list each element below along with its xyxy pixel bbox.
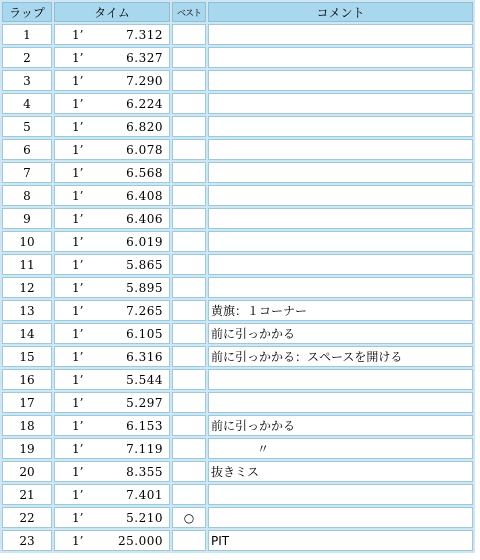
lap-time-seconds: 5.297 [126,396,163,410]
best-lap-cell [172,392,206,413]
comment-cell [208,93,473,114]
comment-cell: PIT [208,530,473,551]
table-header [2,2,473,22]
best-lap-cell [172,323,206,344]
table-row [2,208,473,229]
table-row [2,93,473,114]
lap-number-cell: 5 [2,116,52,137]
lap-number-cell: 11 [2,254,52,275]
lap-time-cell [54,47,170,68]
table-row [2,323,473,344]
comment-cell [208,208,473,229]
lap-number-cell: 22 [2,507,52,528]
best-lap-cell [172,185,206,206]
lap-time-seconds: 6.078 [126,143,163,157]
lap-time-minutes: 1’ [72,327,84,341]
lap-time-seconds: 6.327 [126,51,163,65]
comment-cell: 黄旗：１コーナー [208,300,473,321]
table-row [2,415,473,436]
lap-time-cell [54,93,170,114]
lap-number-cell: 12 [2,277,52,298]
best-lap-cell [172,254,206,275]
lap-time-cell [54,438,170,459]
lap-time-seconds: 6.153 [126,419,163,433]
table-row [2,47,473,68]
lap-time-minutes: 1’ [72,74,84,88]
best-lap-cell [172,139,206,160]
lap-time-minutes: 1’ [72,51,84,65]
lap-time-seconds: 7.119 [126,442,163,456]
lap-time-seconds: 6.224 [126,97,163,111]
lap-time-minutes: 1’ [72,120,84,134]
lap-time-minutes: 1’ [72,28,84,42]
table-row [2,484,473,505]
lap-number-cell: 8 [2,185,52,206]
comment-cell: 前に引っかかる [208,323,473,344]
lap-time-seconds: 5.895 [126,281,163,295]
lap-time-cell [54,70,170,91]
best-lap-cell [172,70,206,91]
table-row [2,507,473,528]
lap-number-cell: 23 [2,530,52,551]
table-row [2,300,473,321]
lap-time-cell [54,24,170,45]
lap-number-cell: 6 [2,139,52,160]
best-lap-cell: ○ [172,507,206,528]
lap-time-cell [54,300,170,321]
lap-time-cell [54,162,170,183]
lap-time-cell [54,231,170,252]
lap-time-minutes: 1’ [72,166,84,180]
lap-number-cell: 16 [2,369,52,390]
table-body [2,24,473,551]
lap-time-minutes: 1’ [72,442,84,456]
table-row [2,438,473,459]
lap-number-cell: 4 [2,93,52,114]
lap-time-seconds: 5.544 [126,373,163,387]
lap-number-cell: 10 [2,231,52,252]
lap-time-cell [54,392,170,413]
lap-time-cell [54,116,170,137]
comment-cell [208,162,473,183]
best-lap-cell [172,484,206,505]
comment-cell: 抜きミス [208,461,473,482]
lap-time-cell [54,208,170,229]
lap-time-seconds: 5.865 [126,258,163,272]
comment-cell [208,139,473,160]
lap-number-cell: 18 [2,415,52,436]
best-lap-cell [172,47,206,68]
lap-time-cell [54,277,170,298]
best-lap-cell [172,24,206,45]
lap-time-cell [54,139,170,160]
lap-time-seconds: 7.312 [126,28,163,42]
lap-time-minutes: 1’ [72,511,84,525]
comment-cell: 前に引っかかる [208,415,473,436]
lap-number-cell: 19 [2,438,52,459]
table-row [2,24,473,45]
comment-column-header: コメント [208,2,473,22]
comment-cell [208,277,473,298]
lap-column-header: ラップ [2,2,52,22]
best-column-header: ベスト [172,2,206,22]
lap-time-minutes: 1’ [72,281,84,295]
lap-time-minutes: 1’ [72,419,84,433]
table-row [2,231,473,252]
best-lap-cell [172,438,206,459]
lap-number-cell: 14 [2,323,52,344]
best-lap-cell [172,231,206,252]
lap-time-cell [54,415,170,436]
lap-time-cell [54,507,170,528]
lap-time-seconds: 6.568 [126,166,163,180]
lap-number-cell: 13 [2,300,52,321]
lap-time-seconds: 6.105 [126,327,163,341]
table-row [2,162,473,183]
comment-cell [208,392,473,413]
best-lap-cell [172,116,206,137]
comment-cell [208,70,473,91]
lap-number-cell: 2 [2,47,52,68]
comment-cell [208,231,473,252]
comment-cell [208,47,473,68]
table-row [2,530,473,551]
lap-time-minutes: 1’ [72,189,84,203]
comment-cell [208,369,473,390]
comment-cell: 〃 [208,438,473,459]
lap-time-cell [54,323,170,344]
best-lap-cell [172,461,206,482]
comment-cell [208,254,473,275]
best-lap-cell [172,346,206,367]
table-row [2,185,473,206]
table-row [2,139,473,160]
lap-time-cell [54,461,170,482]
lap-time-seconds: 6.316 [126,350,163,364]
table-row [2,277,473,298]
lap-time-seconds: 7.290 [126,74,163,88]
lap-time-cell [54,530,170,551]
best-lap-cell [172,93,206,114]
lap-time-minutes: 1’ [72,258,84,272]
table-row [2,254,473,275]
best-lap-cell [172,415,206,436]
comment-cell: 前に引っかかる：スペースを開ける [208,346,473,367]
lap-time-cell [54,346,170,367]
lap-number-cell: 9 [2,208,52,229]
table-row [2,116,473,137]
best-lap-cell [172,208,206,229]
lap-time-cell [54,254,170,275]
best-lap-cell [172,369,206,390]
lap-time-seconds: 7.265 [126,304,163,318]
lap-time-seconds: 25.000 [118,534,163,548]
best-lap-cell [172,277,206,298]
lap-time-minutes: 1’ [72,235,84,249]
best-lap-cell [172,162,206,183]
lap-time-seconds: 6.820 [126,120,163,134]
lap-time-seconds: 5.210 [126,511,163,525]
table-row [2,70,473,91]
lap-time-minutes: 1’ [72,212,84,226]
lap-time-seconds: 6.408 [126,189,163,203]
comment-cell [208,185,473,206]
table-row [2,392,473,413]
lap-time-minutes: 1’ [72,304,84,318]
lap-time-minutes: 1’ [72,396,84,410]
lap-time-minutes: 1’ [72,465,84,479]
lap-number-cell: 15 [2,346,52,367]
comment-cell [208,24,473,45]
lap-number-cell: 21 [2,484,52,505]
lap-number-cell: 3 [2,70,52,91]
lap-time-minutes: 1’ [72,488,84,502]
lap-time-minutes: 1’ [72,143,84,157]
lap-time-seconds: 8.355 [126,465,163,479]
comment-cell [208,484,473,505]
lap-time-seconds: 7.401 [126,488,163,502]
lap-time-seconds: 6.406 [126,212,163,226]
lap-number-cell: 1 [2,24,52,45]
lap-number-cell: 7 [2,162,52,183]
table-row [2,369,473,390]
lap-number-cell: 17 [2,392,52,413]
lap-time-minutes: 1’ [72,534,84,548]
header-row [2,2,473,22]
best-lap-cell [172,300,206,321]
best-lap-cell [172,530,206,551]
lap-time-cell [54,484,170,505]
lap-time-cell [54,369,170,390]
table-row [2,461,473,482]
table-row [2,346,473,367]
lap-time-minutes: 1’ [72,350,84,364]
lap-time-minutes: 1’ [72,373,84,387]
lap-time-minutes: 1’ [72,97,84,111]
lap-time-cell [54,185,170,206]
time-column-header: タイム [54,2,170,22]
lap-time-seconds: 6.019 [126,235,163,249]
comment-cell [208,507,473,528]
lap-number-cell: 20 [2,461,52,482]
comment-cell [208,116,473,137]
